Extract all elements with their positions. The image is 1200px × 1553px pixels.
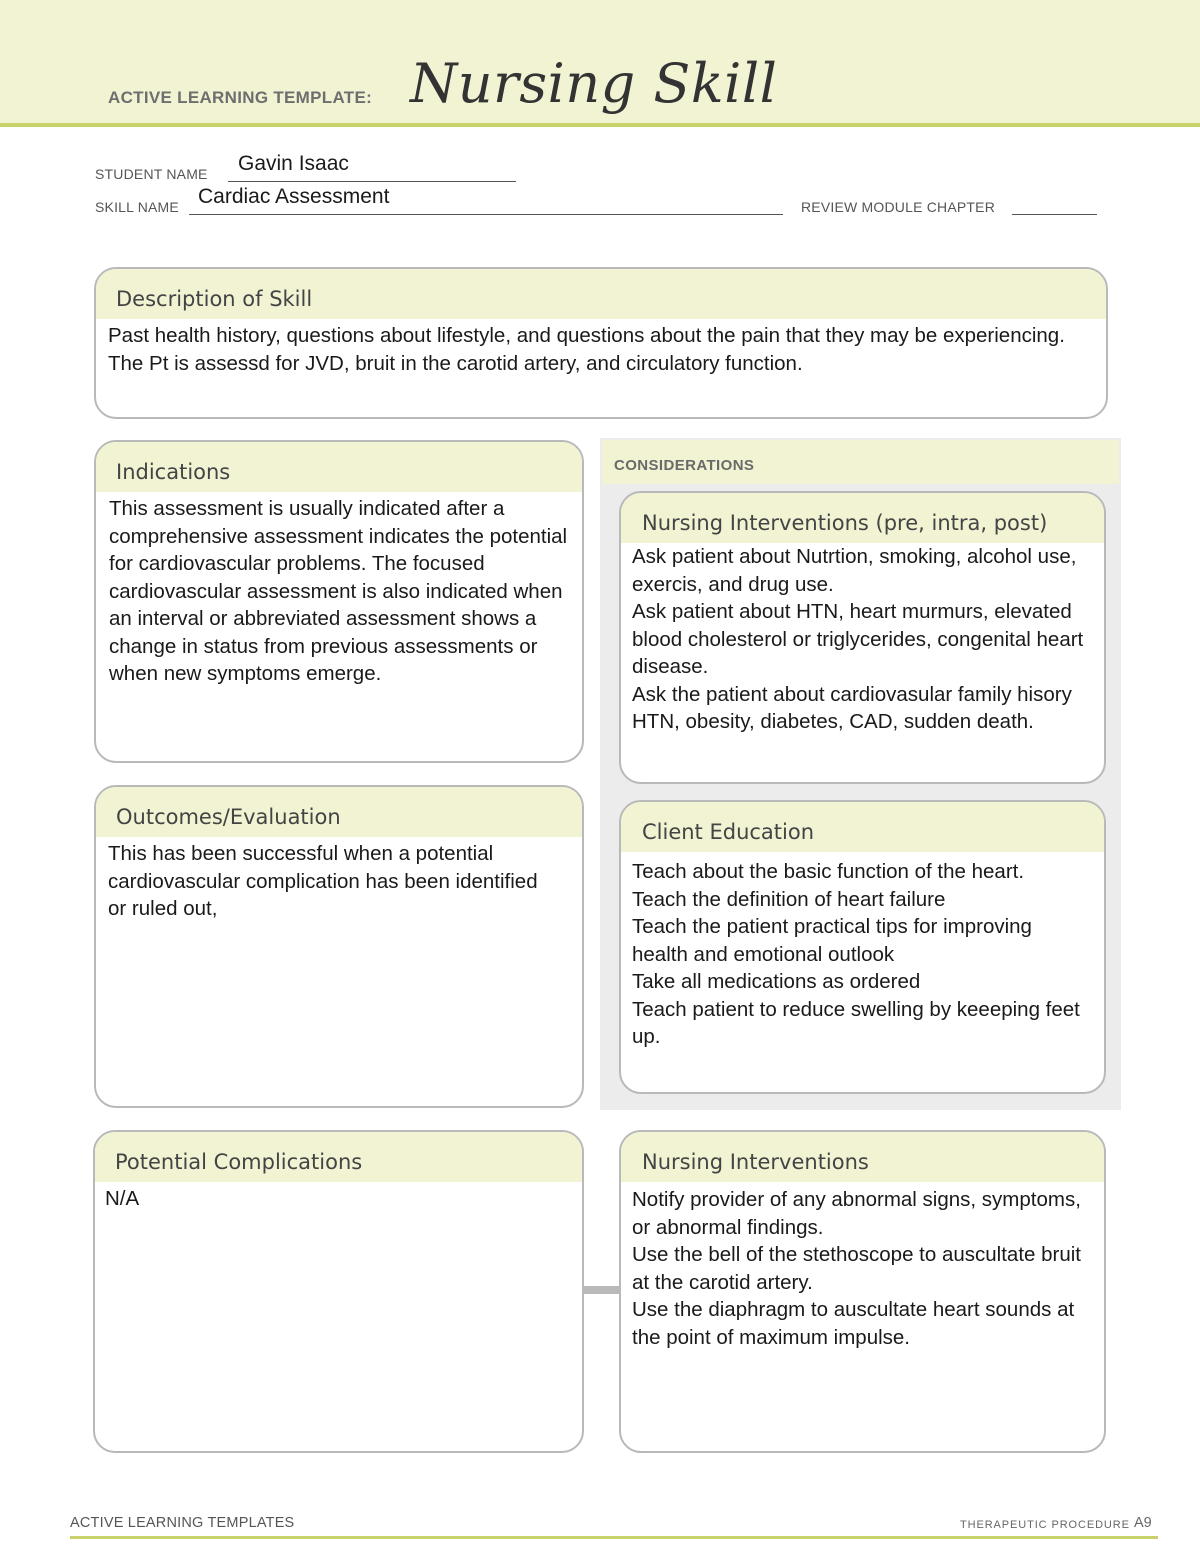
outcomes-title: Outcomes/Evaluation [96,787,582,837]
student-name-line [228,181,516,182]
template-title: Nursing Skill [410,52,778,115]
page-number: A9 [1134,1515,1152,1531]
outcomes-text[interactable]: This has been successful when a potential cardiovascular complication has been identified or ruled out, [108,842,538,920]
header-rule [0,123,1200,127]
student-name-value[interactable]: Gavin Isaac [238,152,349,175]
nursing-interventions-pre-title: Nursing Interventions (pre, intra, post) [621,493,1104,543]
indications-title: Indications [96,442,582,492]
skill-name-value[interactable]: Cardiac Assessment [198,185,390,208]
footer-rule [70,1536,1158,1539]
footer-left: ACTIVE LEARNING TEMPLATES [70,1515,295,1531]
complications-box [93,1130,584,1453]
indications-text[interactable]: This assessment is usually indicated after a comprehensive assessment indicates the potential for cardiovascular problems. The focused cardiovascular assessment is also indicated when an interval or abbreviated assessment shows a change in status from previous assessments or when new symptoms emerge. [109,497,568,685]
skill-name-label: SKILL NAME [95,199,179,215]
description-title: Description of Skill [96,269,1106,319]
review-module-line[interactable] [1012,214,1097,215]
complications-text[interactable]: N/A [105,1187,140,1210]
outcomes-box [94,785,584,1108]
nursing-interventions-pre-box [619,491,1106,784]
connector-bar [583,1286,620,1294]
nursing-interventions-box [619,1130,1106,1453]
review-module-label: REVIEW MODULE CHAPTER [801,199,995,215]
nursing-interventions-text[interactable]: Notify provider of any abnormal signs, symptoms, or abnormal findings. Use the bell of the stethoscope to auscultate bruit at the carotid artery. Use the diaphragm to auscultate heart sounds at the point of maximum impulse. [632,1188,1081,1349]
description-text[interactable]: Past health history, questions about lifestyle, and questions about the pain that they may be experiencing. The Pt is assessd for JVD, bruit in the carotid artery, and circulatory function. [108,324,1065,375]
nursing-interventions-pre-text[interactable]: Ask patient about Nutrtion, smoking, alcohol use, exercis, and drug use. Ask patient about HTN, heart murmurs, elevated blood cholesterol or triglycerides, congenital heart disease. Ask the patient about cardiovasular family hisory HTN, obesity, diabetes, CAD, sudden death. [632,545,1084,733]
considerations-label: CONSIDERATIONS [614,457,755,474]
complications-title: Potential Complications [95,1132,582,1182]
student-name-label: STUDENT NAME [95,166,208,182]
skill-name-line [189,214,783,215]
client-education-text[interactable]: Teach about the basic function of the heart. Teach the definition of heart failure Teach the patient practical tips for improving health and emotional outlook Take all medications as ordered Teach patient to reduce swelling by keeeping feet up. [632,860,1080,1048]
client-education-box [619,800,1106,1094]
indications-box [94,440,584,763]
description-box [94,267,1108,419]
template-label: ACTIVE LEARNING TEMPLATE: [108,88,373,107]
client-education-title: Client Education [621,802,1104,852]
footer-right: THERAPEUTIC PROCEDURE [960,1519,1130,1531]
nursing-interventions-title: Nursing Interventions [621,1132,1104,1182]
